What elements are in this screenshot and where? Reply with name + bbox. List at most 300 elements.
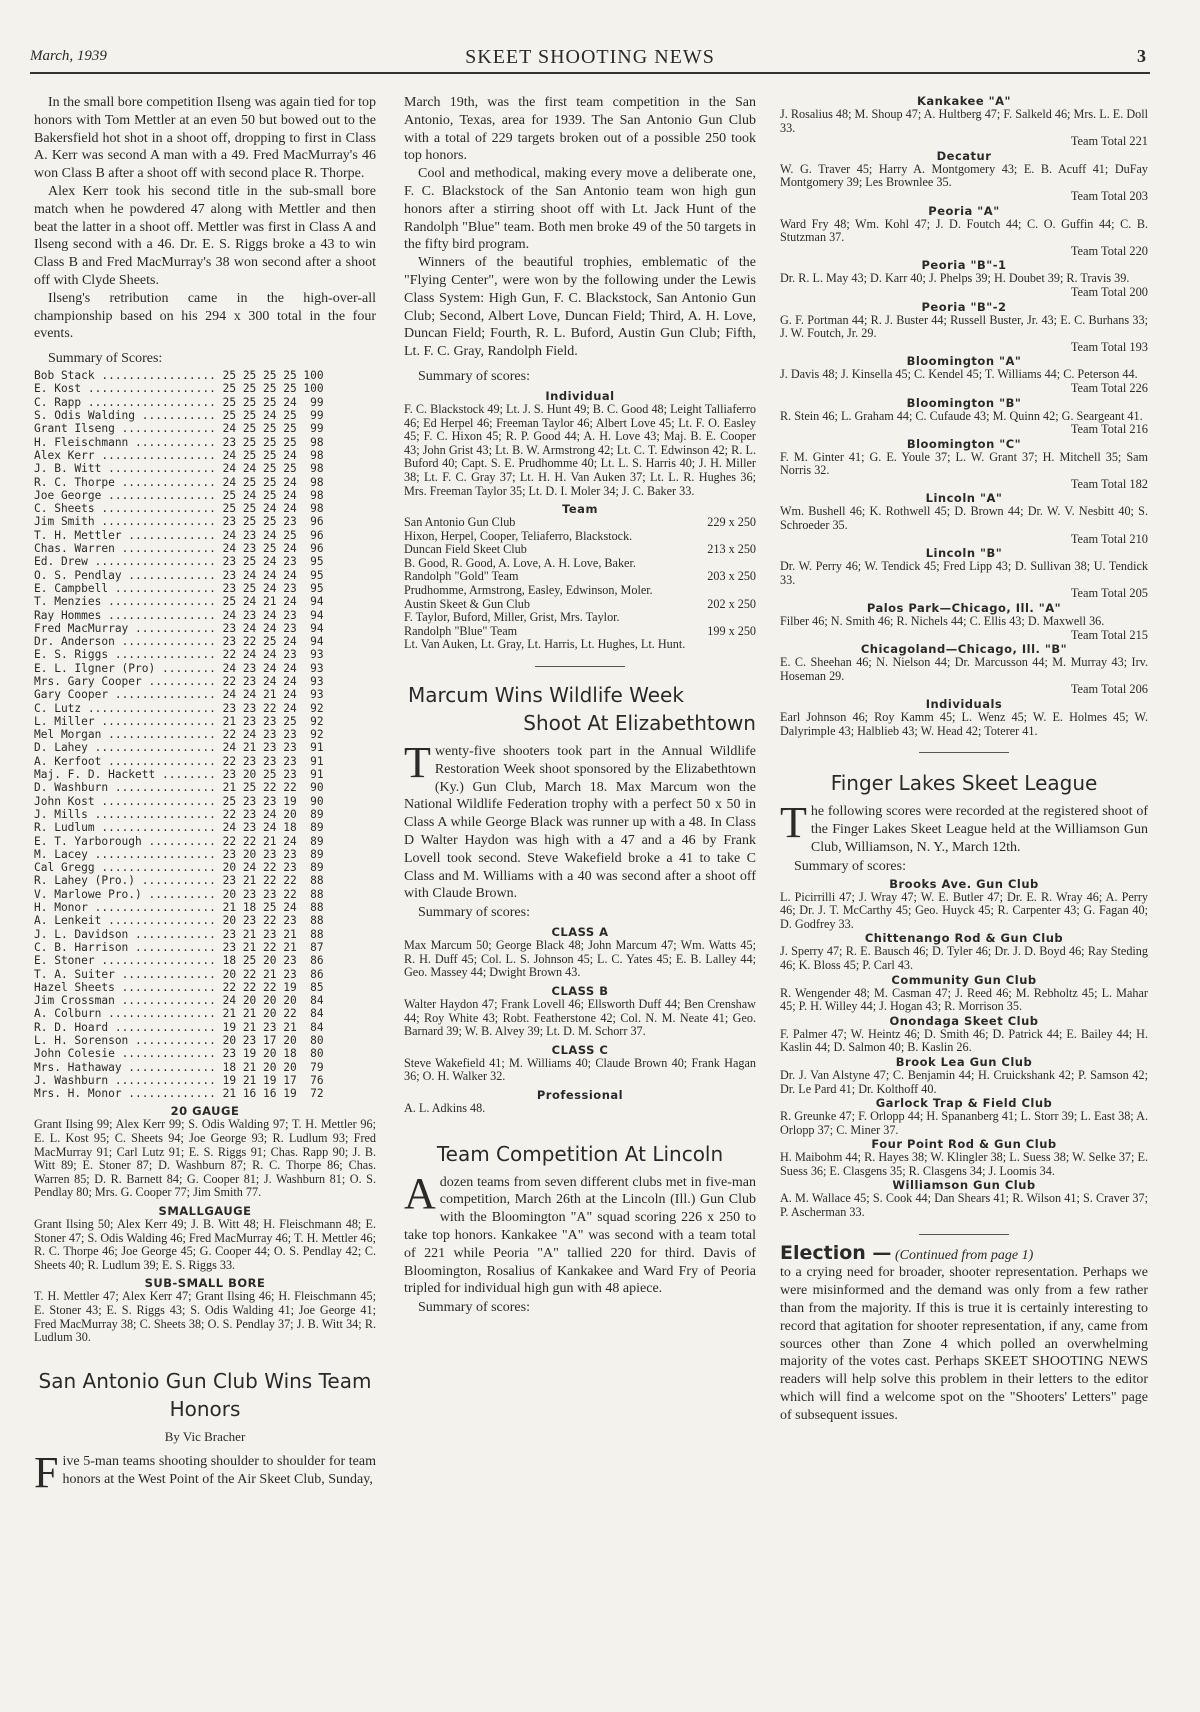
score-row [34, 449, 376, 462]
score-row [34, 715, 376, 728]
column-3 [780, 94, 1148, 1694]
shooter-name: C. Lutz [34, 701, 82, 715]
team-heading: Peoria "A" [928, 203, 1000, 218]
club-name: Randolph "Blue" Team [404, 623, 518, 638]
results-text: Walter Haydon 47; Frank Lovell 46; Ellsworth Duff 44; Ben Crenshaw 44; Roy White 43; Robt. Featherstone 42; Col. N. M. Neate 41; Geo. Barnard 39; W. B. Alvey 39; Lt. D. M. Schorr 37. [404, 997, 756, 1039]
score-row [34, 914, 376, 927]
score-row [34, 635, 376, 648]
shooter-name: E. T. Yarborough [34, 834, 142, 848]
dot-leader: .............. [114, 994, 223, 1008]
shooter-name: Jim Crossman [34, 994, 115, 1008]
intro-paragraph: In the small bore competition Ilseng was again tied for top honors with Tom Mettler at an even 50 but bowed out to the Bakersfield hot shot in a shoot off, dropping to first in Class A. Kerr was second A man with a 49. Fred MacMurray's 46 won Class B after a shoot off with second place R. Thorpe. [34, 95, 376, 182]
shooter-name: A. Kerfoot [34, 754, 102, 768]
score-row [34, 476, 376, 489]
shooter-scores: 22 22 21 24 89 [222, 834, 324, 848]
dot-leader: ............... [108, 688, 223, 702]
shooter-scores: 24 21 23 23 91 [222, 741, 324, 755]
dot-leader: ................. [94, 821, 223, 835]
team-members-scores: Earl Johnson 46; Roy Kamm 45; L. Wenz 45; W. E. Holmes 45; W. Dalyrimple 43; Halblieb 43; W. Head 42; Toterer 41. [780, 710, 1148, 738]
club-scores: R. Wengender 48; M. Casman 47; J. Reed 46; M. Rebholtz 45; L. Mahar 45; P. H. Willey 44; J. Hogan 43; R. Morrison 35. [780, 985, 1148, 1014]
shooter-scores: 19 21 19 17 76 [222, 1073, 324, 1087]
shooter-name: R. Ludlum [34, 821, 95, 835]
dot-leader: ................ [101, 914, 223, 928]
club-heading: Garlock Trap & Field Club [875, 1096, 1053, 1111]
club-scores: A. M. Wallace 45; S. Cook 44; Dan Shears 41; R. Wilson 41; S. Craver 37; P. Ascherman 33. [780, 1191, 1148, 1220]
score-row [34, 954, 376, 967]
article-paragraph: March 19th, was the first team competition in the San Antonio, Texas, area for 1939. The San Antonio Gun Club with a total of 229 targets broken out of a possible 250 took top honors. [404, 95, 756, 164]
club-scores: J. Sperry 47; R. E. Bausch 46; D. Tyler 46; Dr. J. D. Boyd 46; Ray Steding 46; K. Bloss 45; P. Carl 43. [780, 944, 1148, 972]
score-row [34, 396, 376, 409]
dot-leader: ................. [94, 714, 223, 728]
shooter-scores: 23 25 25 23 96 [222, 515, 324, 529]
results-text: Grant Ilsing 99; Alex Kerr 99; S. Odis Walding 97; T. H. Mettler 96; E. L. Kost 95; C. Sheets 94; Joe George 93; R. Ludlum 93; Fred MacMurray 91; Carl Lutz 91; E. S. Riggs 91; Chas. Rapp 90; J. B. Witt 89; E. Stoner 87; D. Washburn 87; R. C. Thorpe 86; Chas. Warren 85; D. R. Barnett 84; G. Cooper 81; J. Washburn 81; O. S. Pendlay 80; Mrs. G. Cooper 77; Jim Smith 77. [34, 1117, 376, 1200]
score-row [34, 968, 376, 981]
club-heading: Chittenango Rod & Gun Club [864, 931, 1064, 946]
shooter-scores: 21 25 22 22 90 [222, 781, 324, 795]
score-row [34, 369, 376, 382]
section-heading: Team [562, 502, 598, 517]
team-members-scores: F. M. Ginter 41; G. E. Youle 37; L. W. Grant 37; H. Mitchell 35; Sam Norris 32. [780, 449, 1148, 478]
shooter-scores: 23 25 24 23 95 [222, 555, 324, 569]
shooter-name: T. A. Suiter [34, 967, 115, 981]
results-text: Grant Ilsing 50; Alex Kerr 49; J. B. Witt 48; H. Fleischmann 48; E. Stoner 47; S. Odis Walding 46; Fred MacMurray 46; T. H. Mettler 46; R. C. Thorpe 46; Joe George 45; G. Cooper 44; O. S. Pendlay 42; C. Sheets 40; R. Ludlum 39; E. S. Riggs 33. [34, 1217, 376, 1272]
dot-leader: .............. [114, 542, 223, 556]
dot-leader: ............. [121, 528, 223, 542]
column-2 [404, 94, 756, 1694]
article-text: to a crying need for broader, shooter representation. Perhaps we were misinformed and the demand was only from a few rather than from the majority. If this is true it is certainly interesting to record that agitation for shooter representation, if any, came from sources other than Zone 4 which polled an overwhelming majority of the votes cast. Perhaps SKEET SHOOTING NEWS readers will help solve this problem in their letters to the editor which will find a welcome spot on the "Shooters' Letters" page of subsequent issues. [780, 1265, 1148, 1423]
shooter-scores: 24 23 24 18 89 [222, 821, 324, 835]
club-name: San Antonio Gun Club [404, 515, 516, 530]
score-row [34, 702, 376, 715]
shooter-name: C. Sheets [34, 502, 95, 516]
club-scores: Dr. J. Van Alstyne 47; C. Benjamin 44; H. Cruickshank 42; P. Samson 42; Dr. Le Pard 41; Dr. Kolthoff 40. [780, 1067, 1148, 1096]
team-result-row [404, 598, 756, 612]
score-row [34, 888, 376, 901]
club-scores: R. Greunke 47; F. Orlopp 44; H. Spananberg 41; L. Storr 39; L. East 38; A. Orlopp 37; C. Miner 37. [780, 1109, 1148, 1137]
dot-leader: ................. [94, 861, 223, 875]
article-headline: Shoot At Elizabethtown [523, 711, 756, 736]
shooter-name: T. H. Mettler [34, 528, 122, 542]
score-row [34, 489, 376, 502]
team-members-scores: G. F. Portman 44; R. J. Buster 44; Russell Buster, Jr. 43; E. C. Burhans 33; J. W. Foutch, Jr. 29. [780, 312, 1148, 341]
shooter-scores: 20 23 22 23 88 [222, 914, 324, 928]
page-header [30, 46, 1150, 74]
shooter-scores: 21 21 20 22 84 [222, 1007, 324, 1021]
club-heading: Onondaga Skeet Club [889, 1013, 1039, 1028]
team-members: F. Taylor, Buford, Miller, Grist, Mrs. Taylor. [404, 610, 620, 625]
dot-leader: .......... [141, 834, 223, 848]
shooter-name: J. B. Witt [34, 462, 102, 476]
score-row [34, 848, 376, 861]
team-total: Team Total 216 [1070, 422, 1148, 437]
shooter-name: D. Lahey [34, 741, 88, 755]
team-members-scores: Ward Fry 48; Wm. Kohl 47; J. D. Foutch 44; C. O. Guffin 44; C. B. Stutzman 37. [780, 216, 1148, 245]
dot-leader: ............. [121, 1060, 223, 1074]
dot-leader: ........... [135, 874, 223, 888]
team-members-scores: R. Stein 46; L. Graham 44; C. Cufaude 43; M. Quinn 42; G. Seargeant 41. [780, 408, 1143, 423]
score-row [34, 422, 376, 435]
article-paragraph [404, 1168, 756, 1299]
score-row [34, 821, 376, 834]
score-row [34, 436, 376, 449]
team-total: Team Total 206 [1070, 682, 1148, 697]
score-row [34, 688, 376, 701]
finger-lakes-scores [780, 877, 1148, 1220]
dot-leader: ................ [101, 462, 223, 476]
shooter-name: T. Menzies [34, 595, 102, 609]
shooter-scores: 25 25 24 25 99 [222, 409, 324, 423]
shooter-scores: 22 23 24 20 89 [222, 807, 324, 821]
shooter-scores: 18 21 20 20 79 [222, 1060, 324, 1074]
divider [535, 666, 625, 667]
club-scores: L. Picirrilli 47; J. Wray 47; W. E. Butler 47; Dr. E. R. Wray 46; A. Perry 46; Dr. J. T. McCarthy 45; Geo. Huyck 45; R. Carpenter 43; G. Fagan 40; D. Godfrey 33. [780, 889, 1148, 931]
shooter-name: L. H. Sorenson [34, 1034, 129, 1047]
shooter-scores: 23 24 24 24 95 [222, 568, 324, 582]
score-row [34, 901, 376, 914]
shooter-scores: 24 25 25 24 98 [222, 448, 324, 462]
results-text: Max Marcum 50; George Black 48; John Marcum 47; Wm. Watts 45; R. H. Duff 45; Col. L. S. Johnson 45; L. C. Yates 45; E. B. Lalley 44; Geo. Massey 44; Dwight Brown 43. [404, 938, 756, 980]
dot-leader: ................ [101, 595, 223, 609]
shooter-scores: 23 22 25 24 94 [222, 635, 324, 649]
shooter-scores: 23 21 22 21 87 [222, 940, 324, 954]
shooter-name: Joe George [34, 488, 102, 502]
club-heading: Four Point Rod & Gun Club [871, 1137, 1057, 1152]
team-score: 229 x 250 [707, 515, 756, 530]
shooter-scores: 18 25 20 23 86 [222, 954, 324, 968]
shooter-name: D. Washburn [34, 781, 109, 795]
shooter-name: J. Mills [34, 807, 88, 821]
shooter-scores: 20 23 17 20 80 [222, 1034, 324, 1047]
score-row [34, 1034, 376, 1047]
team-members-scores: W. G. Traver 45; Harry A. Montgomery 43; E. B. Acuff 41; DuFay Montgomery 39; Les Brownlee 35. [780, 161, 1148, 190]
team-heading: Lincoln "B" [925, 546, 1003, 561]
shooter-name: Alex Kerr [34, 448, 95, 462]
shooter-name: R. D. Hoard [34, 1020, 109, 1034]
intro-paragraph: Alex Kerr took his second title in the sub-small bore match when he powdered 47 along with Mettler and then beat the latter in a shoot off. Mettler was first in Class A and Ilseng second with a 46. Dr. E. S. Riggs broke a 43 to win Class B and Fred MacMurray's 38 won second after a shoot off with Clyde Sheets. [34, 183, 376, 288]
shooter-name: Chas. Warren [34, 542, 115, 556]
dot-leader: ............. [121, 1087, 223, 1101]
team-heading: Peoria "B"-1 [921, 258, 1007, 273]
shooter-name: Fred MacMurray [34, 621, 129, 635]
dot-leader: ........ [155, 768, 223, 782]
dot-leader: ................ [101, 728, 223, 742]
dot-leader: .................. [87, 807, 223, 821]
team-heading: Individuals [925, 697, 1003, 711]
score-row [34, 1047, 376, 1060]
shooter-scores: 24 23 25 24 96 [222, 542, 324, 556]
summary-label: Summary of scores: [418, 368, 530, 384]
dot-leader: .......... [141, 887, 223, 901]
dot-leader: ................. [94, 448, 223, 462]
shooter-scores: 23 25 25 25 98 [222, 435, 324, 449]
shooter-name: Grant Ilseng [34, 422, 115, 436]
publication-title: SKEET SHOOTING NEWS [465, 46, 715, 68]
article-text: dozen teams from seven different clubs met in five-man competition, March 26th at the Lincoln (Ill.) Gun Club with the Bloomington "A" squad scoring 226 x 250 to take top honors. Kankakee "A" was second with a team total of 221 while Peoria "A" tallied 220 for third. Davis of Bloomington, Rosalius of Kankakee and Ward Fry of Peoria tripled for individual high gun with 48 apiece. [404, 1174, 756, 1297]
shooter-name: A. Lenkeit [34, 914, 102, 928]
score-row [34, 981, 376, 994]
article-paragraph [404, 738, 756, 903]
dot-leader: ............ [128, 435, 223, 449]
divider [919, 1234, 1009, 1235]
team-heading: Palos Park—Chicago, Ill. "A" [866, 601, 1062, 616]
score-row [34, 662, 376, 675]
score-row [34, 1087, 376, 1100]
shooter-scores: 23 21 22 22 88 [222, 874, 324, 888]
shooter-name: R. Lahey (Pro.) [34, 874, 136, 888]
dot-leader: ................ [101, 754, 223, 768]
score-row [34, 874, 376, 887]
shooter-name: E. S. Riggs [34, 648, 109, 662]
dot-leader: ................ [101, 488, 223, 502]
shooter-scores: 24 24 25 25 98 [222, 462, 324, 476]
article-text: wenty-five shooters took part in the Annual Wildlife Restoration Week shoot sponsored by the Elizabethtown (Ky.) Gun Club, March 18. Max Marcum won the National Wildlife Federation trophy with a perfect 50 x 50 in Class A while George Black was runner up with a 48. In Class D Walter Haydon was high with a 47 and a 46 by Frank Lovell took second. Steve Wakefield broke a 41 to take C Class and M. Williams with a 40 was second after a shoot off with Claude Brown. [404, 744, 756, 902]
drop-cap: F [34, 1447, 59, 1497]
shooter-name: J. L. Davidson [34, 927, 129, 941]
score-row [34, 462, 376, 475]
shooter-scores: 24 24 21 24 93 [222, 688, 324, 702]
score-row [34, 781, 376, 794]
shooter-name: Mel Morgan [34, 728, 102, 742]
shooter-name: Mrs. Gary Cooper [34, 674, 142, 688]
shooter-scores: 24 25 25 24 98 [222, 475, 324, 489]
shooter-scores: 21 16 16 19 72 [222, 1087, 324, 1101]
shooter-name: E. Stoner [34, 954, 95, 968]
score-row [34, 1007, 376, 1020]
dot-leader: ............. [121, 568, 223, 582]
page-number: 3 [1137, 46, 1146, 66]
club-heading: Brooks Ave. Gun Club [889, 876, 1039, 891]
shooter-scores: 22 22 22 19 85 [222, 980, 324, 994]
dot-leader: ................. [94, 502, 223, 516]
shooter-name: Jim Smith [34, 515, 95, 529]
shooter-scores: 24 23 24 23 94 [222, 608, 324, 622]
drop-cap: A [404, 1168, 436, 1218]
shooter-scores: 25 25 25 25 100 [222, 369, 324, 383]
shooter-name: Gary Cooper [34, 688, 109, 702]
score-row [34, 768, 376, 781]
club-name: Randolph "Gold" Team [404, 569, 519, 584]
dot-leader: .................. [87, 741, 223, 755]
score-row [34, 382, 376, 395]
dot-leader: .................. [87, 847, 223, 861]
dot-leader: .............. [114, 1047, 223, 1061]
article-paragraph [780, 798, 1148, 856]
team-members: Prudhomme, Armstrong, Easley, Edwinson, Moler. [404, 583, 653, 598]
section-heading: CLASS B [551, 984, 609, 998]
lincoln-team-scores [780, 94, 1148, 738]
score-row [34, 409, 376, 422]
shooter-name: R. C. Thorpe [34, 475, 115, 489]
article-paragraph [780, 1241, 1148, 1425]
intro-paragraph: Ilseng's retribution came in the high-over-all championship based on his 294 x 300 total in the four events. [34, 290, 376, 342]
score-row [34, 569, 376, 582]
club-heading: Brook Lea Gun Club [895, 1054, 1033, 1069]
dot-leader: .............. [114, 967, 223, 981]
shooter-name: John Kost [34, 794, 95, 808]
section-heading: CLASS C [551, 1042, 609, 1057]
shooter-name: Mrs. H. Monor [34, 1087, 122, 1101]
dot-leader: .............. [114, 635, 223, 649]
dot-leader: ........... [135, 409, 223, 423]
shooter-name: C. B. Harrison [34, 940, 129, 954]
shooter-scores: 25 24 21 24 94 [222, 595, 324, 609]
team-heading: Bloomington "B" [906, 395, 1022, 410]
team-total: Team Total 220 [1070, 243, 1148, 258]
section-heading: SMALLGAUGE [158, 1204, 252, 1219]
team-members-scores: E. C. Sheehan 46; N. Nielson 44; Dr. Marcusson 44; M. Murray 43; Irv. Hoseman 29. [780, 655, 1148, 683]
shooter-scores: 25 25 25 25 100 [222, 382, 324, 396]
score-row [34, 1021, 376, 1034]
drop-cap: T [780, 798, 807, 848]
shooter-name: E. Kost [34, 382, 82, 396]
team-heading: Chicagoland—Chicago, Ill. "B" [860, 642, 1068, 657]
shooter-scores: 21 23 23 25 92 [222, 714, 324, 728]
dot-leader: ................. [94, 369, 223, 383]
shooter-scores: 24 23 24 24 93 [222, 661, 324, 675]
shooter-scores: 23 20 23 23 89 [222, 847, 324, 861]
score-row [34, 675, 376, 688]
score-row [34, 755, 376, 768]
drop-cap: T [404, 738, 431, 788]
shooter-scores: 23 20 25 23 91 [222, 768, 324, 782]
shooter-name: J. Washburn [34, 1073, 109, 1087]
shooter-scores: 20 22 21 23 86 [222, 967, 324, 981]
score-row [34, 622, 376, 635]
club-scores: H. Maibohm 44; R. Hayes 38; W. Klingler 38; L. Suess 38; W. Selke 37; E. Suess 36; E. Clasgens 35; R. Clasgens 34; J. Loomis 34. [780, 1150, 1148, 1178]
dot-leader: ................... [81, 701, 223, 715]
shooter-scores: 22 24 23 23 92 [222, 728, 324, 742]
club-name: Austin Skeet & Gun Club [404, 596, 530, 611]
team-results [404, 516, 756, 652]
shooter-scores: 25 23 23 19 90 [222, 794, 324, 808]
continued-note: (Continued from page 1) [894, 1247, 1034, 1263]
shooter-name: S. Odis Walding [34, 409, 136, 423]
results-text: Steve Wakefield 41; M. Williams 40; Claude Brown 40; Frank Hagan 36; O. H. Walker 32. [404, 1055, 756, 1084]
score-row [34, 529, 376, 542]
team-total: Team Total 205 [1070, 586, 1148, 601]
score-row [34, 728, 376, 741]
team-heading: Decatur [936, 148, 992, 163]
article-text: he following scores were recorded at the registered shoot of the Finger Lakes Skeet League held at the Williamson Gun Club, Williamson, N. Y., March 12th. [810, 804, 1148, 855]
dot-leader: ............... [108, 581, 223, 595]
shooter-scores: 24 25 25 25 99 [222, 422, 324, 436]
dot-leader: ................. [94, 794, 223, 808]
summary-label: Summary of Scores: [48, 351, 163, 367]
team-heading: Lincoln "A" [925, 491, 1003, 506]
club-scores: F. Palmer 47; W. Heintz 46; D. Smith 46; D. Patrick 44; E. Bailey 44; H. Kaslin 44; D. Salmon 40; B. Kaslin 26. [780, 1026, 1148, 1055]
dot-leader: ................ [101, 608, 223, 622]
shooter-name: Dr. Anderson [34, 635, 115, 649]
dot-leader: ............... [108, 781, 223, 795]
shooter-name: O. S. Pendlay [34, 568, 122, 582]
article-headline: Marcum Wins Wildlife Week [408, 683, 684, 708]
shooter-name: V. Marlowe Pro.) [34, 887, 142, 901]
club-name: Duncan Field Skeet Club [404, 542, 527, 557]
shooter-scores: 23 19 20 18 80 [222, 1047, 324, 1061]
article-paragraph [34, 1447, 376, 1497]
score-row [34, 648, 376, 661]
team-heading: Peoria "B"-2 [921, 299, 1007, 314]
issue-date: March, 1939 [30, 48, 107, 64]
team-total: Team Total 193 [1070, 339, 1148, 354]
team-result-row [404, 570, 756, 584]
team-score: 199 x 250 [707, 623, 756, 638]
dot-leader: ............... [108, 648, 223, 662]
team-members-scores: Filber 46; N. Smith 46; R. Nichels 44; C. Ellis 43; D. Maxwell 36. [780, 614, 1105, 629]
score-row [34, 609, 376, 622]
team-total: Team Total 226 [1070, 380, 1148, 395]
score-row [34, 795, 376, 808]
shooter-scores: 23 25 24 23 95 [222, 581, 324, 595]
shooter-scores: 25 25 25 24 99 [222, 395, 324, 409]
shooter-name: M. Lacey [34, 847, 88, 861]
team-members-scores: Dr. W. Perry 46; W. Tendick 45; Fred Lipp 43; D. Sullivan 38; U. Tendick 33. [780, 559, 1148, 587]
score-row [34, 808, 376, 821]
shooter-name: Cal Gregg [34, 861, 95, 875]
shooter-scores: 23 24 24 23 94 [222, 621, 324, 635]
score-table [34, 369, 376, 1100]
results-text: F. C. Blackstock 49; Lt. J. S. Hunt 49; B. C. Good 48; Leight Talliaferro 46; Ed Herpel 46; Freeman Taylor 46; Albert Love 45; Lt. F. O. Easley 45; F. C. Hixon 45; R. P. Good 44; A. H. Love 43; Maj. B. E. Cooper 43; John Grist 43; Lt. B. W. Armstrong 42; Lt. C. T. Edwinson 42; R. L. Buford 40; Capt. S. E. Prudhomme 40; Lt. L. S. Harris 40; J. H. Miller 38; Lt. F. C. Gray 37; Lt. H. H. Van Auken 37; Lt. L. R. Hughes 36; Mrs. Freeman Taylor 35; Lt. D. I. Moler 34; J. C. Baker 33. [404, 401, 756, 498]
dot-leader: ................... [81, 395, 223, 409]
dot-leader: ............ [128, 927, 223, 941]
shooter-name: A. Colburn [34, 1007, 102, 1021]
column-1 [34, 94, 376, 1694]
shooter-name: H. Monor [34, 901, 88, 915]
article-paragraph: Winners of the beautiful trophies, emblematic of the "Flying Center", were won by the following under the Lewis Class System: High Gun, F. C. Blackstock, San Antonio Gun Club; Second, Albert Love, Duncan Field; Third, A. H. Love, Duncan Field; Fourth, R. L. Buford, Austin Gun Club; Fifth, Lt. F. C. Gray, Randolph Field. [404, 255, 756, 360]
team-members-scores: Dr. R. L. May 43; D. Karr 40; J. Phelps 39; H. Doubet 39; R. Travis 39. [780, 271, 1130, 286]
team-total: Team Total 215 [1070, 627, 1148, 642]
score-row [34, 928, 376, 941]
byline: By Vic Bracher [164, 1428, 246, 1444]
shooter-name: Bob Stack [34, 369, 95, 383]
score-row [34, 595, 376, 608]
team-total: Team Total 200 [1070, 284, 1148, 299]
shooter-scores: 20 24 22 23 89 [222, 861, 324, 875]
article-headline: Election — [780, 1241, 892, 1264]
dot-leader: ............ [128, 621, 223, 635]
shooter-scores: 19 21 23 21 84 [222, 1020, 324, 1034]
shooter-name: John Colesie [34, 1047, 115, 1061]
shooter-scores: 22 24 24 23 93 [222, 648, 324, 662]
dot-leader: ................. [94, 954, 223, 968]
section-heading: CLASS A [551, 925, 609, 940]
team-heading: Kankakee "A" [916, 94, 1012, 108]
dot-leader: .............. [114, 980, 223, 994]
shooter-scores: 22 23 24 24 93 [222, 674, 324, 688]
team-total: Team Total 210 [1070, 531, 1148, 546]
shooter-scores: 24 20 20 20 84 [222, 994, 324, 1008]
team-total: Team Total 182 [1070, 476, 1148, 491]
score-row [34, 941, 376, 954]
dot-leader: ................ [101, 1007, 223, 1021]
article-headline: Team Competition At Lincoln [436, 1141, 724, 1166]
score-row [34, 582, 376, 595]
score-row [34, 1074, 376, 1087]
team-total: Team Total 221 [1070, 134, 1148, 149]
score-row [34, 861, 376, 874]
team-heading: Bloomington "C" [906, 436, 1022, 451]
team-score: 202 x 250 [707, 596, 756, 611]
article-headline: Finger Lakes Skeet League [830, 771, 1098, 796]
dot-leader: .................. [87, 555, 223, 569]
dot-leader: ............... [108, 1020, 223, 1034]
team-members: B. Good, R. Good, A. Love, A. H. Love, Baker. [404, 555, 636, 570]
team-score: 213 x 250 [707, 542, 756, 557]
dot-leader: ........ [155, 661, 223, 675]
article-text: ive 5-man teams shooting shoulder to shoulder for team honors at the West Point of the Air Skeet Club, Sunday, [62, 1453, 376, 1487]
shooter-name: C. Rapp [34, 395, 82, 409]
team-members: Hixon, Herpel, Cooper, Teliaferro, Blackstock. [404, 528, 633, 543]
